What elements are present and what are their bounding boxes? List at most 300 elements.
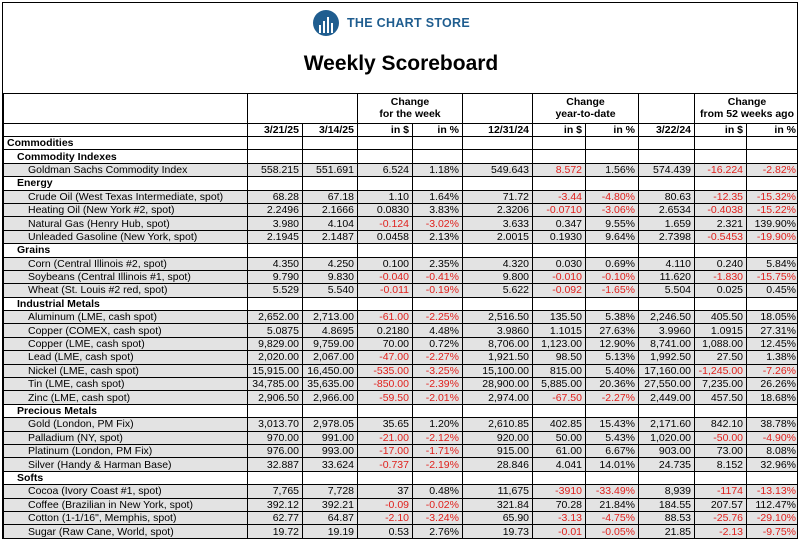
table-cell: 920.00 xyxy=(463,431,533,444)
table-cell: -4.80% xyxy=(586,190,639,203)
table-cell: 207.57 xyxy=(695,498,747,511)
table-cell: 1.18% xyxy=(413,163,463,176)
table-cell: -29.10% xyxy=(747,511,798,524)
table-cell: 1,088.00 xyxy=(695,337,747,350)
table-cell: 37 xyxy=(358,485,413,498)
header-blank-dates xyxy=(248,94,358,124)
table-cell: -0.01 xyxy=(533,525,586,538)
table-cell: -3.13 xyxy=(533,511,586,524)
row-label: Crude Oil (West Texas Intermediate, spot) xyxy=(4,190,248,203)
table-cell: 80.63 xyxy=(639,190,695,203)
header-col: in $ xyxy=(695,124,747,137)
table-cell: 976.00 xyxy=(248,444,303,457)
table-cell: -12.35 xyxy=(695,190,747,203)
category-label: Energy xyxy=(4,177,248,190)
table-cell: 9.800 xyxy=(463,270,533,283)
table-cell: 1.56% xyxy=(586,163,639,176)
header-col: 3/21/25 xyxy=(248,124,303,137)
table-cell xyxy=(463,244,533,257)
table-cell: 5.540 xyxy=(303,284,358,297)
table-cell: 0.347 xyxy=(533,217,586,230)
table-cell xyxy=(413,297,463,310)
table-row xyxy=(4,324,799,337)
header-col: in $ xyxy=(533,124,586,137)
table-cell: -47.00 xyxy=(358,351,413,364)
bar-chart-globe-icon xyxy=(313,10,339,36)
table-cell: -2.25% xyxy=(413,311,463,324)
table-cell: 70.28 xyxy=(533,498,586,511)
table-cell: 2.1945 xyxy=(248,230,303,243)
table-cell xyxy=(358,137,413,150)
row-label: Sugar (Raw Cane, World, spot) xyxy=(4,525,248,538)
row-label: Corn (Central Illinois #2, spot) xyxy=(4,257,248,270)
table-row xyxy=(4,270,799,283)
table-cell: 0.45% xyxy=(747,284,798,297)
brand-name: THE CHART STORE xyxy=(347,16,471,30)
header-col: in % xyxy=(413,124,463,137)
table-cell: 549.643 xyxy=(463,163,533,176)
table-cell: 0.025 xyxy=(695,284,747,297)
table-cell: 9,759.00 xyxy=(303,337,358,350)
table-cell: -16.224 xyxy=(695,163,747,176)
table-cell: 70.00 xyxy=(358,337,413,350)
table-cell: -59.50 xyxy=(358,391,413,404)
table-cell: -50.00 xyxy=(695,431,747,444)
table-cell: 19.19 xyxy=(303,525,358,538)
table-cell: 4.041 xyxy=(533,458,586,471)
table-cell: 9.830 xyxy=(303,270,358,283)
table-cell: 5.38% xyxy=(586,311,639,324)
table-cell xyxy=(747,177,798,190)
table-cell: 11,675 xyxy=(463,485,533,498)
table-cell: 1.64% xyxy=(413,190,463,203)
category-label: Commodity Indexes xyxy=(4,150,248,163)
table-cell: 73.00 xyxy=(695,444,747,457)
table-cell xyxy=(303,137,358,150)
table-cell xyxy=(695,404,747,417)
table-row xyxy=(4,203,799,216)
table-cell: 0.030 xyxy=(533,257,586,270)
table-cell xyxy=(586,404,639,417)
table-cell: -19.90% xyxy=(747,230,798,243)
table-cell: 3,013.70 xyxy=(248,418,303,431)
category-row xyxy=(4,404,799,417)
row-label: Aluminum (LME, cash spot) xyxy=(4,311,248,324)
table-cell xyxy=(303,404,358,417)
scoreboard-table xyxy=(3,93,798,539)
table-cell: 26.26% xyxy=(747,378,798,391)
table-cell xyxy=(747,150,798,163)
table-cell: 2.1666 xyxy=(303,203,358,216)
category-row xyxy=(4,297,799,310)
table-cell: 457.50 xyxy=(695,391,747,404)
table-cell: 27.31% xyxy=(747,324,798,337)
table-cell: 3.83% xyxy=(413,203,463,216)
table-cell: -2.19% xyxy=(413,458,463,471)
table-cell: -0.4038 xyxy=(695,203,747,216)
table-cell: 3.980 xyxy=(248,217,303,230)
table-cell xyxy=(695,137,747,150)
table-cell: 98.50 xyxy=(533,351,586,364)
table-cell: 2,610.85 xyxy=(463,418,533,431)
table-cell xyxy=(695,150,747,163)
table-cell: 0.2180 xyxy=(358,324,413,337)
table-cell: -17.00 xyxy=(358,444,413,457)
table-cell: 1.38% xyxy=(747,351,798,364)
table-cell: -3910 xyxy=(533,485,586,498)
category-row xyxy=(4,177,799,190)
table-cell xyxy=(747,471,798,484)
table-cell: 135.50 xyxy=(533,311,586,324)
table-cell: -4.75% xyxy=(586,511,639,524)
table-cell: 2.76% xyxy=(413,525,463,538)
table-cell: -0.124 xyxy=(358,217,413,230)
table-cell: 6.524 xyxy=(358,163,413,176)
table-cell: 1,020.00 xyxy=(639,431,695,444)
table-row xyxy=(4,458,799,471)
table-cell xyxy=(413,404,463,417)
table-cell: 2,246.50 xyxy=(639,311,695,324)
table-cell: 9,829.00 xyxy=(248,337,303,350)
table-cell: 139.90% xyxy=(747,217,798,230)
table-cell: 2.0015 xyxy=(463,230,533,243)
table-cell: 8,741.00 xyxy=(639,337,695,350)
table-cell xyxy=(358,150,413,163)
table-cell: 35,635.00 xyxy=(303,378,358,391)
table-cell: 0.48% xyxy=(413,485,463,498)
row-label: Gold (London, PM Fix) xyxy=(4,418,248,431)
table-cell: 4.104 xyxy=(303,217,358,230)
table-cell xyxy=(248,137,303,150)
table-cell: 1.659 xyxy=(639,217,695,230)
table-cell: 27.63% xyxy=(586,324,639,337)
table-cell: -2.13 xyxy=(695,525,747,538)
table-cell: 4.320 xyxy=(463,257,533,270)
table-cell: 61.00 xyxy=(533,444,586,457)
section-row xyxy=(4,137,799,150)
table-cell xyxy=(695,297,747,310)
table-cell: 2,067.00 xyxy=(303,351,358,364)
table-cell: 915.00 xyxy=(463,444,533,457)
table-cell xyxy=(586,244,639,257)
table-cell: 0.0458 xyxy=(358,230,413,243)
table-cell: 321.84 xyxy=(463,498,533,511)
table-cell: -1.830 xyxy=(695,270,747,283)
table-cell xyxy=(303,177,358,190)
table-cell: -3.02% xyxy=(413,217,463,230)
table-cell: 0.240 xyxy=(695,257,747,270)
table-cell: -2.10 xyxy=(358,511,413,524)
table-cell: -0.011 xyxy=(358,284,413,297)
table-row xyxy=(4,391,799,404)
table-cell: 1,921.50 xyxy=(463,351,533,364)
table-cell: 5.622 xyxy=(463,284,533,297)
table-cell: 993.00 xyxy=(303,444,358,457)
table-cell xyxy=(463,137,533,150)
table-cell: -1,245.00 xyxy=(695,364,747,377)
table-cell: 8,706.00 xyxy=(463,337,533,350)
table-cell: 1.0915 xyxy=(695,324,747,337)
row-label: Lead (LME, cash spot) xyxy=(4,351,248,364)
table-cell: 7,235.00 xyxy=(695,378,747,391)
table-cell: 0.72% xyxy=(413,337,463,350)
header-group-yoy: Change from 52 weeks ago xyxy=(695,94,798,124)
row-label: Tin (LME, cash spot) xyxy=(4,378,248,391)
table-cell: 402.85 xyxy=(533,418,586,431)
table-cell: -33.49% xyxy=(586,485,639,498)
table-cell: 15.43% xyxy=(586,418,639,431)
header-col: in % xyxy=(586,124,639,137)
table-cell: -61.00 xyxy=(358,311,413,324)
table-cell: 19.72 xyxy=(248,525,303,538)
table-cell: 3.9960 xyxy=(639,324,695,337)
table-row xyxy=(4,498,799,511)
table-cell: 68.28 xyxy=(248,190,303,203)
table-cell: 9.790 xyxy=(248,270,303,283)
table-cell: -0.09 xyxy=(358,498,413,511)
table-cell: -0.737 xyxy=(358,458,413,471)
table-cell xyxy=(639,244,695,257)
table-cell: 6.67% xyxy=(586,444,639,457)
table-cell: -21.00 xyxy=(358,431,413,444)
table-cell: 0.53 xyxy=(358,525,413,538)
table-cell: 34,785.00 xyxy=(248,378,303,391)
table-cell: 38.78% xyxy=(747,418,798,431)
table-cell: -25.76 xyxy=(695,511,747,524)
table-cell: 405.50 xyxy=(695,311,747,324)
table-cell: 2.13% xyxy=(413,230,463,243)
table-cell: -0.010 xyxy=(533,270,586,283)
table-cell: 64.87 xyxy=(303,511,358,524)
row-label: Goldman Sachs Commodity Index xyxy=(4,163,248,176)
row-label: Copper (COMEX, cash spot) xyxy=(4,324,248,337)
table-cell: 18.68% xyxy=(747,391,798,404)
table-row xyxy=(4,190,799,203)
header-col: 12/31/24 xyxy=(463,124,533,137)
table-cell: 1.1015 xyxy=(533,324,586,337)
header-label-col xyxy=(4,124,248,137)
table-row xyxy=(4,485,799,498)
category-label: Commodities xyxy=(4,137,248,150)
table-cell: 2,516.50 xyxy=(463,311,533,324)
table-cell: 2.35% xyxy=(413,257,463,270)
table-cell: 3.9860 xyxy=(463,324,533,337)
table-cell: -3.44 xyxy=(533,190,586,203)
table-cell: -0.05% xyxy=(586,525,639,538)
table-cell: 27.50 xyxy=(695,351,747,364)
category-label: Softs xyxy=(4,471,248,484)
table-cell: 35.65 xyxy=(358,418,413,431)
table-cell: 2,020.00 xyxy=(248,351,303,364)
table-cell: 5.13% xyxy=(586,351,639,364)
table-cell: 4.8695 xyxy=(303,324,358,337)
table-cell xyxy=(463,471,533,484)
row-label: Silver (Handy & Harman Base) xyxy=(4,458,248,471)
table-row xyxy=(4,364,799,377)
row-label: Unleaded Gasoline (New York, spot) xyxy=(4,230,248,243)
table-cell: 7,728 xyxy=(303,485,358,498)
table-cell xyxy=(358,471,413,484)
table-cell: 1,992.50 xyxy=(639,351,695,364)
table-cell xyxy=(747,244,798,257)
table-cell xyxy=(303,150,358,163)
table-cell: -850.00 xyxy=(358,378,413,391)
table-row xyxy=(4,351,799,364)
table-cell xyxy=(533,137,586,150)
table-cell: 551.691 xyxy=(303,163,358,176)
table-cell: 5.529 xyxy=(248,284,303,297)
table-cell: -4.90% xyxy=(747,431,798,444)
header-col: in % xyxy=(747,124,798,137)
table-cell: 0.100 xyxy=(358,257,413,270)
table-cell: 903.00 xyxy=(639,444,695,457)
table-cell xyxy=(747,137,798,150)
table-cell: 0.0830 xyxy=(358,203,413,216)
row-label: Coffee (Brazilian in New York, spot) xyxy=(4,498,248,511)
table-cell xyxy=(413,471,463,484)
brand-logo xyxy=(313,9,470,37)
table-cell xyxy=(747,404,798,417)
table-cell xyxy=(695,471,747,484)
table-row xyxy=(4,525,799,538)
table-cell xyxy=(248,404,303,417)
table-cell: 5.40% xyxy=(586,364,639,377)
table-cell xyxy=(413,137,463,150)
table-cell: 3.633 xyxy=(463,217,533,230)
table-cell: 8.152 xyxy=(695,458,747,471)
page-title: Weekly Scoreboard xyxy=(303,52,499,75)
table-cell xyxy=(358,297,413,310)
table-cell: -2.27% xyxy=(586,391,639,404)
table-cell: 2,171.60 xyxy=(639,418,695,431)
table-cell: -67.50 xyxy=(533,391,586,404)
row-label: Nickel (LME, cash spot) xyxy=(4,364,248,377)
table-cell: 67.18 xyxy=(303,190,358,203)
table-cell: -1174 xyxy=(695,485,747,498)
table-cell: 5.0875 xyxy=(248,324,303,337)
table-row xyxy=(4,284,799,297)
scoreboard-frame xyxy=(2,2,798,539)
table-cell xyxy=(303,471,358,484)
table-cell: 88.53 xyxy=(639,511,695,524)
row-label: Wheat (St. Louis #2 red, spot) xyxy=(4,284,248,297)
table-row xyxy=(4,311,799,324)
table-cell xyxy=(248,471,303,484)
table-cell xyxy=(358,177,413,190)
table-cell xyxy=(639,471,695,484)
table-cell: 17,160.00 xyxy=(639,364,695,377)
header-col: in $ xyxy=(358,124,413,137)
table-row xyxy=(4,431,799,444)
table-cell: -3.24% xyxy=(413,511,463,524)
table-cell xyxy=(639,404,695,417)
table-cell: 1.20% xyxy=(413,418,463,431)
table-cell: 392.21 xyxy=(303,498,358,511)
table-cell: 2.1487 xyxy=(303,230,358,243)
table-cell: 574.439 xyxy=(639,163,695,176)
table-cell: 2.321 xyxy=(695,217,747,230)
category-row xyxy=(4,150,799,163)
table-cell xyxy=(533,297,586,310)
table-cell: 32.96% xyxy=(747,458,798,471)
row-label: Cocoa (Ivory Coast #1, spot) xyxy=(4,485,248,498)
table-cell: -3.06% xyxy=(586,203,639,216)
table-cell: 33.624 xyxy=(303,458,358,471)
table-cell: 62.77 xyxy=(248,511,303,524)
table-cell xyxy=(586,297,639,310)
table-cell: 2,906.50 xyxy=(248,391,303,404)
table-cell: -3.25% xyxy=(413,364,463,377)
table-cell: 12.45% xyxy=(747,337,798,350)
table-cell: 20.36% xyxy=(586,378,639,391)
table-cell xyxy=(413,244,463,257)
table-cell: -7.26% xyxy=(747,364,798,377)
table-cell: -1.65% xyxy=(586,284,639,297)
table-cell: 184.55 xyxy=(639,498,695,511)
table-cell xyxy=(358,404,413,417)
header-blank xyxy=(4,94,248,124)
table-cell: 112.47% xyxy=(747,498,798,511)
table-cell xyxy=(413,150,463,163)
table-cell: 558.215 xyxy=(248,163,303,176)
table-row xyxy=(4,217,799,230)
table-cell: 9.55% xyxy=(586,217,639,230)
table-cell xyxy=(586,471,639,484)
row-label: Natural Gas (Henry Hub, spot) xyxy=(4,217,248,230)
category-label: Precious Metals xyxy=(4,404,248,417)
table-cell xyxy=(248,297,303,310)
table-row xyxy=(4,230,799,243)
table-cell: 15,100.00 xyxy=(463,364,533,377)
table-cell xyxy=(533,471,586,484)
category-label: Grains xyxy=(4,244,248,257)
table-cell: 8.08% xyxy=(747,444,798,457)
table-cell xyxy=(639,150,695,163)
table-cell: 19.73 xyxy=(463,525,533,538)
table-cell xyxy=(533,244,586,257)
table-cell: 16,450.00 xyxy=(303,364,358,377)
table-row xyxy=(4,257,799,270)
table-cell xyxy=(358,244,413,257)
table-cell: 4.250 xyxy=(303,257,358,270)
table-cell xyxy=(463,177,533,190)
table-cell: 15,915.00 xyxy=(248,364,303,377)
table-cell: 2.7398 xyxy=(639,230,695,243)
table-cell: 2.2496 xyxy=(248,203,303,216)
table-cell: 1.10 xyxy=(358,190,413,203)
table-cell xyxy=(639,297,695,310)
row-label: Palladium (NY, spot) xyxy=(4,431,248,444)
table-cell: 8.572 xyxy=(533,163,586,176)
table-cell: -0.41% xyxy=(413,270,463,283)
table-cell: 27,550.00 xyxy=(639,378,695,391)
table-cell: 18.05% xyxy=(747,311,798,324)
table-row xyxy=(4,337,799,350)
table-row xyxy=(4,418,799,431)
table-cell: -0.10% xyxy=(586,270,639,283)
table-cell: -535.00 xyxy=(358,364,413,377)
scoreboard-body xyxy=(4,137,799,539)
table-row xyxy=(4,444,799,457)
header-col: 3/22/24 xyxy=(639,124,695,137)
table-cell: 970.00 xyxy=(248,431,303,444)
table-cell xyxy=(248,244,303,257)
table-cell: -0.092 xyxy=(533,284,586,297)
table-cell xyxy=(586,137,639,150)
table-cell xyxy=(533,404,586,417)
table-cell: 5,885.00 xyxy=(533,378,586,391)
table-cell: 8,939 xyxy=(639,485,695,498)
